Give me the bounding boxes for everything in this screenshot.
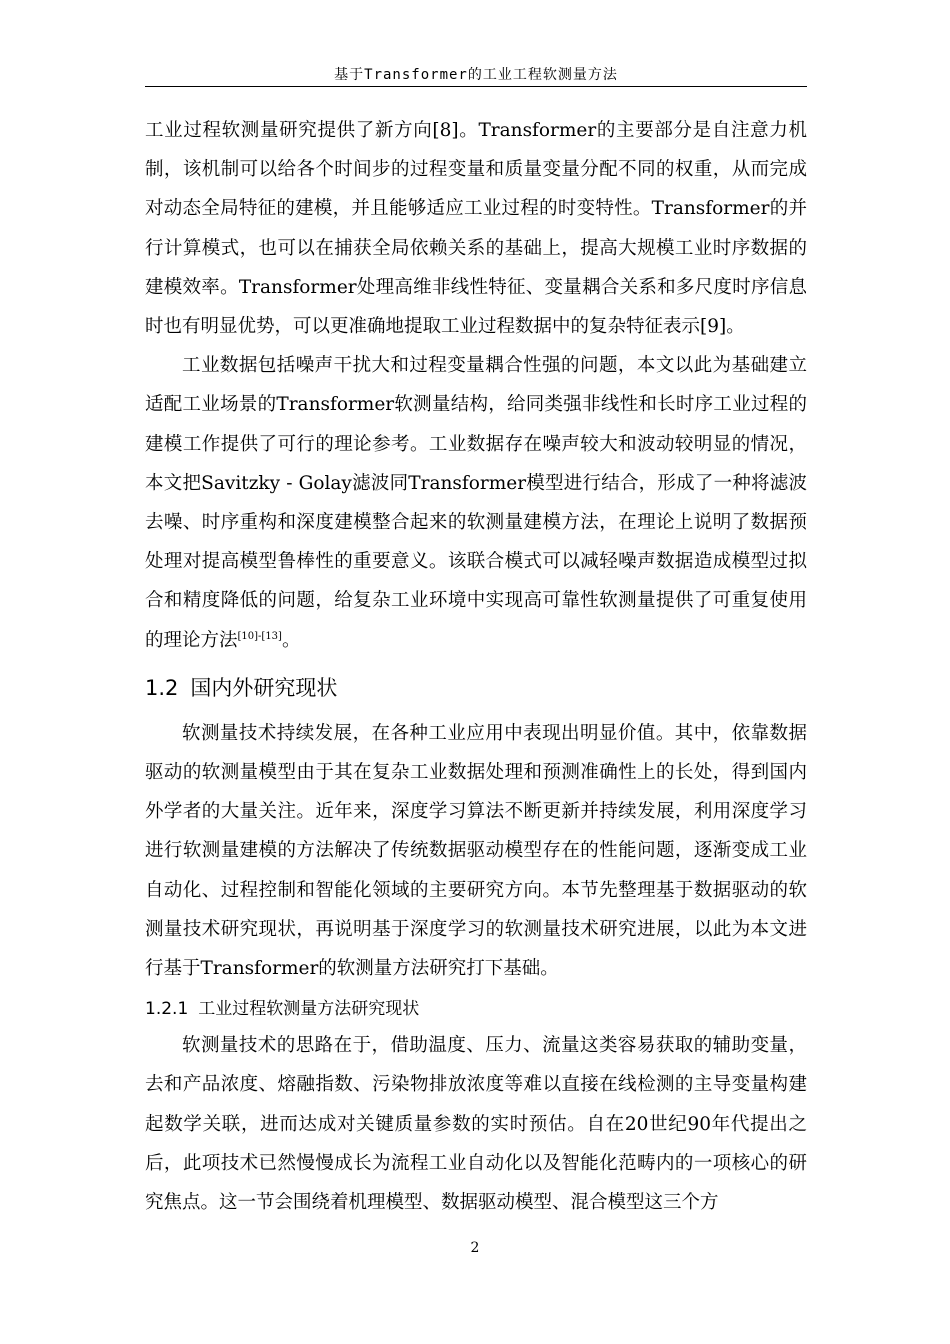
section-heading bbox=[145, 670, 807, 706]
section-number: 1.2 bbox=[145, 675, 179, 700]
paragraph-section-intro: 软测量技术持续发展，在各种工业应用中表现出明显价值。其中，依靠数据驱动的软测量模型由于其在复杂工业数据处理和预测准确性上的长处，得到国内外学者的大量关注。近年来，深度学习算法不断更新并持续发展，利用深度学习进行软测量建模的方法解决了传统数据驱动模型存在的性能问题，逐渐变成工业自动化、过程控制和智能化领域的主要研究方向。本节先整理基于数据驱动的软测量技术研究现状，再说明基于深度学习的软测量技术研究进展，以此为本文进行基于Transformer的软测量方法研究打下基础。 bbox=[145, 722, 807, 980]
paragraph-contribution bbox=[145, 346, 807, 660]
subsection-title: 工业过程软测量方法研究现状 bbox=[198, 999, 420, 1020]
paragraph-continuation: 工业过程软测量研究提供了新方向[8]。Transformer的主要部分是自注意力机制，该机制可以给各个时间步的过程变量和质量变量分配不同的权重，从而完成对动态全局特征的建模，并且能够适应工业过程的时变特性。Transformer的并行计算模式，也可以在捕获全局依赖关系的基础上，提高大规模工业时序数据的建模效率。Transformer处理高维非线性特征、变量耦合关系和多尺度时序信息时也有明显优势，可以更准确地提取工业过程数据中的复杂特征表示[9]。 bbox=[145, 120, 807, 338]
header-divider bbox=[145, 86, 807, 87]
paragraph-subsection-intro: 软测量技术的思路在于，借助温度、压力、流量这类容易获取的辅助变量，去和产品浓度、熔融指数、污染物排放浓度等难以直接在线检测的主导变量构建起数学关联，进而达成对关键质量参数的实时预估。自在20世纪90年代提出之后，此项技术已然慢慢成长为流程工业自动化以及智能化范畴内的一项核心的研究焦点。这一节会围绕着机理模型、数据驱动模型、混合模型这三个方 bbox=[145, 1035, 807, 1214]
section-title: 国内外研究现状 bbox=[190, 675, 338, 700]
citation-superscript: [10]-[13] bbox=[237, 630, 282, 642]
paragraph-text: 工业数据包括噪声干扰大和过程变量耦合性强的问题，本文以此为基础建立适配工业场景的Transformer软测量结构，给同类强非线性和长时序工业过程的建模工作提供了可行的理论参考。工业数据存在噪声较大和波动较明显的情况，本文把Savitzky - Golay滤波同Transformer模型进行结合，形成了一种将滤波去噪、时序重构和深度建模整合起来的软测量建模方法，在理论上说明了数据预处理对提高模型鲁棒性的重要意义。该联合模式可以减轻噪声数据造成模型过拟合和精度降低的问题，给复杂工业环境中实现高可靠性软测量提供了可重复使用的理论方法 bbox=[145, 355, 807, 651]
body-text bbox=[145, 111, 807, 1222]
page-number: 2 bbox=[470, 1240, 480, 1256]
running-header: 基于Transformer的工业工程软测量方法 bbox=[334, 67, 618, 83]
paragraph-end-punctuation: 。 bbox=[281, 629, 301, 651]
subsection-heading bbox=[145, 992, 807, 1026]
subsection-number: 1.2.1 bbox=[145, 999, 189, 1020]
